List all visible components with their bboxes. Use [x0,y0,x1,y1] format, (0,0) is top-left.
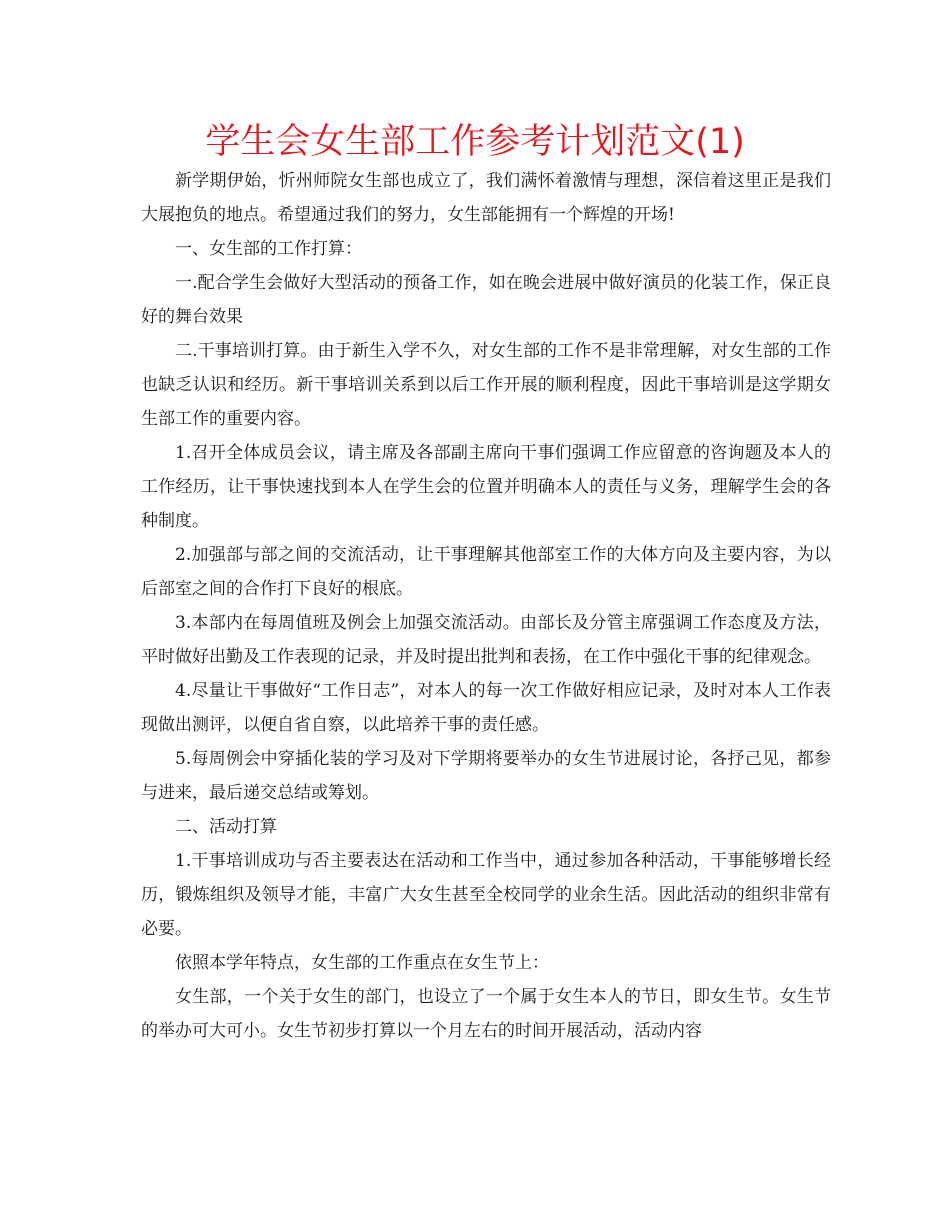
paragraph-girls-day: 女生部，一个关于女生的部门，也设立了一个属于女生本人的节日，即女生节。女生节的举办可大可小。女生节初步打算以一个月左右的时间开展活动，活动内容 [141,987,831,1041]
heading-activity-plan: 二、活动打算 [175,817,277,837]
document-title: 学生会女生部工作参考计划范文(1) [205,122,745,162]
paragraph-focus: 依照本学年特点，女生部的工作重点在女生节上： [175,953,549,973]
paragraph-activity-1: 1.干事培训成功与否主要表达在活动和工作当中，通过参加各种活动，干事能够增长经历，锻炼组织及领导才能，丰富广大女生甚至全校同学的业余生活。因此活动的组织非常有必要。 [141,851,831,939]
paragraph-subitem-1: 1.召开全体成员会议，请主席及各部副主席向干事们强调工作应留意的咨询题及本人的工作经历，让干事快速找到本人在学生会的位置并明确本人的责任与义务，理解学生会的各种制度。 [141,443,831,531]
paragraph-item-two: 二.干事培训打算。由于新生入学不久，对女生部的工作不是非常理解，对女生部的工作也缺乏认识和经历。新干事培训关系到以后工作开展的顺利程度，因此干事培训是这学期女生部工作的重要内容。 [141,341,831,429]
paragraph-intro: 新学期伊始，忻州师院女生部也成立了，我们满怀着激情与理想，深信着这里正是我们大展抱负的地点。希望通过我们的努力，女生部能拥有一个辉煌的开场! [141,171,831,225]
paragraph-subitem-2: 2.加强部与部之间的交流活动，让干事理解其他部室工作的大体方向及主要内容，为以后部室之间的合作打下良好的根底。 [141,545,831,599]
document-body [141,164,831,1048]
paragraph-subitem-5: 5.每周例会中穿插化装的学习及对下学期将要举办的女生节进展讨论，各抒己见，都参与进来，最后递交总结或筹划。 [141,749,831,803]
paragraph-subitem-3: 3.本部内在每周值班及例会上加强交流活动。由部长及分管主席强调工作态度及方法，平时做好出勤及工作表现的记录，并及时提出批判和表扬，在工作中强化干事的纪律观念。 [141,613,831,667]
heading-work-plan: 一、女生部的工作打算： [175,239,362,259]
paragraph-subitem-4: 4.尽量让干事做好“工作日志”，对本人的每一次工作做好相应记录，及时对本人工作表现做出测评，以便自省自察，以此培养干事的责任感。 [141,681,831,735]
paragraph-item-one: 一.配合学生会做好大型活动的预备工作，如在晚会进展中做好演员的化装工作，保正良好的舞台效果 [141,273,831,327]
